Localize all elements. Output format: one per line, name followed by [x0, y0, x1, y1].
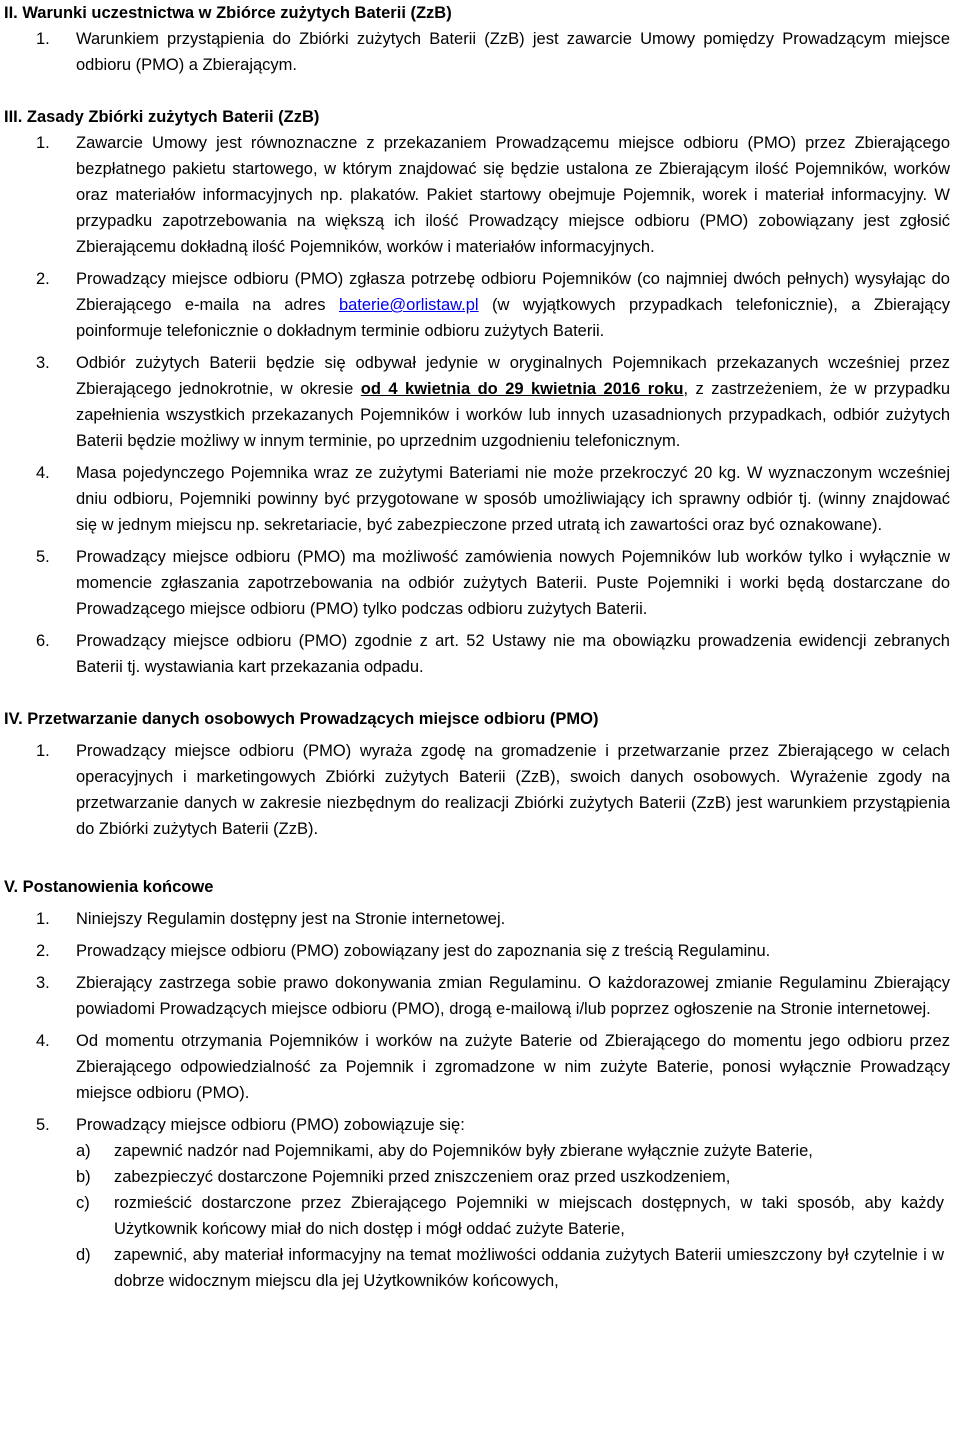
sub-item-text: rozmieścić dostarczone przez Zbierającego Pojemniki w miejscach dostępnych, w taki sposób, aby każdy Użytkownik końcowy miał do nich dostęp i mógł oddać zużyte Baterie, — [114, 1194, 944, 1238]
item-text — [76, 350, 956, 454]
item-text: Zbierający zastrzega sobie prawo dokonywania zmian Regulaminu. O każdorazowej zmianie Regulaminu Zbierający powiadomi Prowadzących miejsce odbioru (PMO), drogą e-mailową i/lub poprzez ogłoszenie na Stronie internetowej. — [76, 974, 950, 1018]
item-number: 3. — [36, 974, 50, 992]
sub-item — [76, 1190, 950, 1242]
item-number: 1. — [36, 134, 50, 152]
item-text: Od momentu otrzymania Pojemników i worków na zużyte Baterie od Zbierającego do momentu jego odbioru przez Zbierającego odpowiedzialność za Pojemnik i zgromadzone w nim zużyte Baterie, ponosi wyłącznie Prowadzący miejsce odbioru (PMO). — [76, 1032, 950, 1102]
sub-item — [76, 1164, 950, 1190]
item-number: 1. — [36, 30, 50, 48]
list-item — [4, 628, 956, 680]
list-item — [4, 906, 956, 932]
list-item — [4, 1028, 956, 1106]
sub-item — [76, 1242, 950, 1294]
item-text: Masa pojedynczego Pojemnika wraz ze zużytymi Bateriami nie może przekroczyć 20 kg. W wyznaczonym wcześniej dniu odbioru, Pojemniki powinny być przygotowane w sposób umożliwiający ich sprawny odbiór tj. (winny znajdować się w jednym miejscu np. sekretariacie, być zabezpieczone przed utratą ich zawartości oraz być oznakowane). — [76, 464, 950, 534]
item-text — [76, 266, 956, 344]
item-text: Warunkiem przystąpienia do Zbiórki zużytych Baterii (ZzB) jest zawarcie Umowy pomiędzy Prowadzącym miejsce odbioru (PMO) a Zbierającym. — [76, 30, 950, 74]
item-number: 2. — [36, 942, 50, 960]
item-text-part: Odbiór zużytych Baterii będzie się odbywał jedynie w oryginalnych Pojemnikach przekazanych wcześniej przez Zbierającego jednokrotnie, w okresie — [76, 354, 950, 398]
sub-item-letter: b) — [76, 1168, 91, 1186]
sub-item-letter: d) — [76, 1246, 91, 1264]
item-text: Prowadzący miejsce odbioru (PMO) zobowiązuje się: — [76, 1116, 465, 1134]
sub-item-text: zapewnić, aby materiał informacyjny na temat możliwości oddania zużytych Baterii umieszczony był czytelnie i w dobrze widocznym miejscu dla jej Użytkowników końcowych, — [114, 1246, 944, 1290]
section-heading-iii: III. Zasady Zbiórki zużytych Baterii (ZzB) — [4, 108, 320, 126]
item-number: 4. — [36, 1032, 50, 1050]
item-number: 2. — [36, 270, 50, 288]
sub-item-letter: c) — [76, 1194, 90, 1212]
item-text-part: (w wyjątkowych przypadkach telefonicznie), a Zbierający poinformuje telefonicznie o dokładnym terminie odbioru zużytych Baterii. — [76, 296, 950, 340]
list-item — [4, 738, 956, 842]
date-range: od 4 kwietnia do 29 kwietnia 2016 roku — [360, 380, 684, 398]
item-text: Zawarcie Umowy jest równoznaczne z przekazaniem Prowadzącemu miejsce odbioru (PMO) przez Zbierającego bezpłatnego pakietu startowego, w którym znajdować się będzie ustalona ze Zbierającym ilość Pojemników, worków oraz materiałów informacyjnych np. plakatów. Pakiet startowy obejmuje Pojemnik, worek i materiał informacyjny. W przypadku zapotrzebowania na większą ich ilość Prowadzący miejsce odbioru (PMO) zobowiązany jest zgłosić Zbierającemu dokładną ilość Pojemników, worków i materiałów informacyjnych. — [76, 134, 950, 256]
item-text: Niniejszy Regulamin dostępny jest na Stronie internetowej. — [76, 910, 506, 928]
item-text-part: , z zastrzeżeniem, że w przypadku zapełnienia wszystkich przekazanych Pojemników i worków lub innych uzasadnionych przypadkach, odbiór zużytych Baterii będzie możliwy w innym terminie, po uprzednim uzgodnieniu telefonicznym. — [76, 380, 951, 450]
item-text-block — [76, 1112, 956, 1294]
list-item — [4, 460, 956, 538]
item-number: 1. — [36, 742, 50, 760]
sub-item-text: zapewnić nadzór nad Pojemnikami, aby do Pojemników były zbierane wyłącznie zużyte Baterie, — [114, 1142, 813, 1160]
list-item — [4, 1112, 956, 1294]
list-item — [4, 350, 956, 454]
item-number: 6. — [36, 632, 50, 650]
item-text: Prowadzący miejsce odbioru (PMO) ma możliwość zamówienia nowych Pojemników lub worków tylko i wyłącznie w momencie zgłaszania zapotrzebowania na odbiór zużytych Baterii. Puste Pojemniki i worki będą dostarczane do Prowadzącego miejsce odbioru (PMO) tylko podczas odbioru zużytych Baterii. — [76, 548, 950, 618]
list-item — [4, 26, 956, 78]
item-text-part: Prowadzący miejsce odbioru (PMO) zgłasza potrzebę odbioru Pojemników (co najmniej dwóch pełnych) wysyłając do Zbierającego e-maila na adres — [76, 270, 950, 314]
item-text: Prowadzący miejsce odbioru (PMO) zobowiązany jest do zapoznania się z treścią Regulaminu. — [76, 942, 771, 960]
sub-item-letter: a) — [76, 1142, 91, 1160]
item-number: 4. — [36, 464, 50, 482]
item-text: Prowadzący miejsce odbioru (PMO) zgodnie z art. 52 Ustawy nie ma obowiązku prowadzenia ewidencji zebranych Baterii tj. wystawiania kart przekazania odpadu. — [76, 632, 950, 676]
list-item — [4, 544, 956, 622]
list-item — [4, 266, 956, 344]
section-heading-v: V. Postanowienia końcowe — [4, 878, 214, 896]
email-link[interactable]: baterie@orlistaw.pl — [338, 296, 479, 314]
list-item — [4, 970, 956, 1022]
item-text: Prowadzący miejsce odbioru (PMO) wyraża zgodę na gromadzenie i przetwarzanie przez Zbierającego w celach operacyjnych i marketingowych Zbiórki zużytych Baterii (ZzB), swoich danych osobowych. Wyrażenie zgody na przetwarzanie danych w zakresie niezbędnym do realizacji Zbiórki zużytych Baterii (ZzB) jest warunkiem przystąpienia do Zbiórki zużytych Baterii (ZzB). — [76, 742, 950, 838]
item-number: 5. — [36, 548, 50, 566]
sub-item-text: zabezpieczyć dostarczone Pojemniki przed zniszczeniem oraz przed uszkodzeniem, — [114, 1168, 731, 1186]
sub-item — [76, 1138, 950, 1164]
item-number: 3. — [36, 354, 50, 372]
section-heading-iv: IV. Przetwarzanie danych osobowych Prowadzących miejsce odbioru (PMO) — [4, 710, 599, 728]
item-number: 1. — [36, 910, 50, 928]
list-item — [4, 130, 956, 260]
item-number: 5. — [36, 1116, 50, 1134]
section-heading-ii: II. Warunki uczestnictwa w Zbiórce zużytych Baterii (ZzB) — [4, 4, 452, 22]
list-item — [4, 938, 956, 964]
